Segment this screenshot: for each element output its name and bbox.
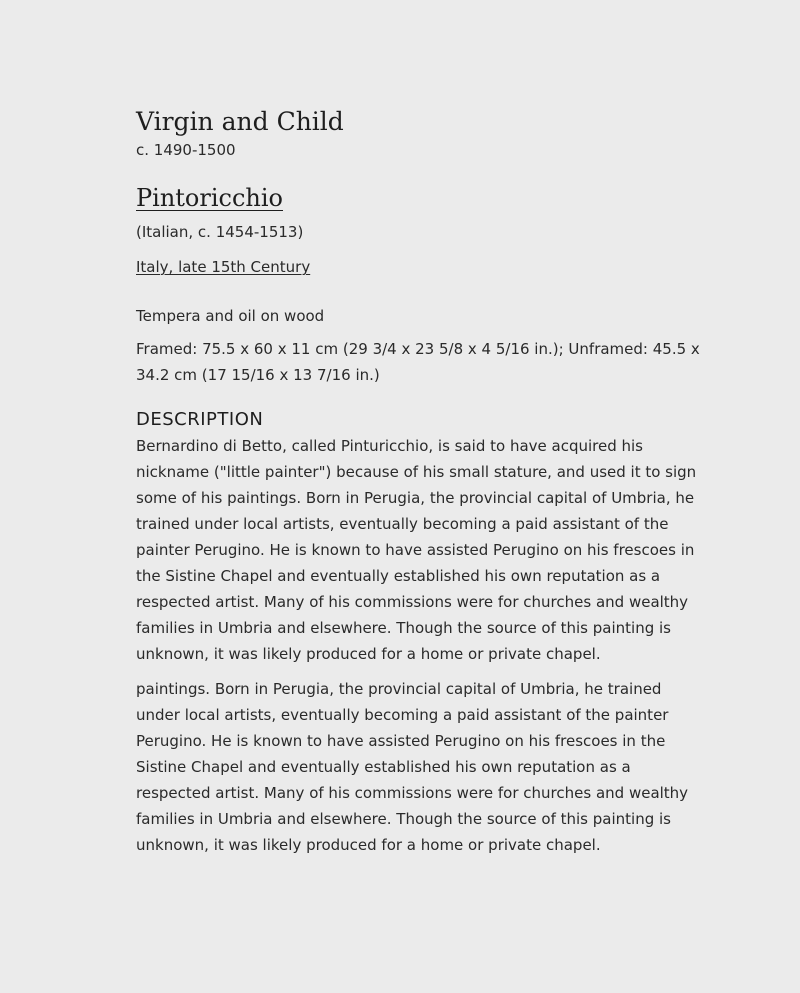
region-link[interactable]: Italy, late 15th Century bbox=[136, 258, 311, 276]
artist-info: (Italian, c. 1454-1513) bbox=[136, 223, 304, 241]
artwork-date: c. 1490-1500 bbox=[136, 141, 236, 159]
artwork-dimensions: Framed: 75.5 x 60 x 11 cm (29 3/4 x 23 5/8 x 4 5/16 in.); Unframed: 45.5 x 34.2 cm (17 15/16 x 13 7/16 in.) bbox=[136, 340, 700, 384]
artist-name-link[interactable]: Pintoricchio bbox=[136, 184, 283, 212]
artwork-details bbox=[136, 106, 704, 858]
description-paragraph: paintings. Born in Perugia, the provincial capital of Umbria, he trained under local artists, eventually becoming a paid assistant of the painter Perugino. He is known to have assisted Perugino on his frescoes in the Sistine Chapel and eventually established his own reputation as a respected artist. Many of his commissions were for churches and wealthy families in Umbria and elsewhere. Though the source of this painting is unknown, it was likely produced for a home or private chapel. bbox=[136, 680, 689, 854]
artwork-medium: Tempera and oil on wood bbox=[136, 307, 325, 325]
description-heading: DESCRIPTION bbox=[136, 409, 264, 430]
description-paragraph: Bernardino di Betto, called Pinturicchio, is said to have acquired his nickname ("little painter") because of his small stature, and used it to sign some of his paintings. Born in Perugia, the provincial capital of Umbria, he trained under local artists, eventually becoming a paid assistant of the painter Perugino. He is known to have assisted Perugino on his frescoes in the Sistine Chapel and eventually established his own reputation as a respected artist. Many of his commissions were for churches and wealthy families in Umbria and elsewhere. Though the source of this painting is unknown, it was likely produced for a home or private chapel. bbox=[136, 437, 697, 663]
artwork-title: Virgin and Child bbox=[136, 107, 344, 136]
